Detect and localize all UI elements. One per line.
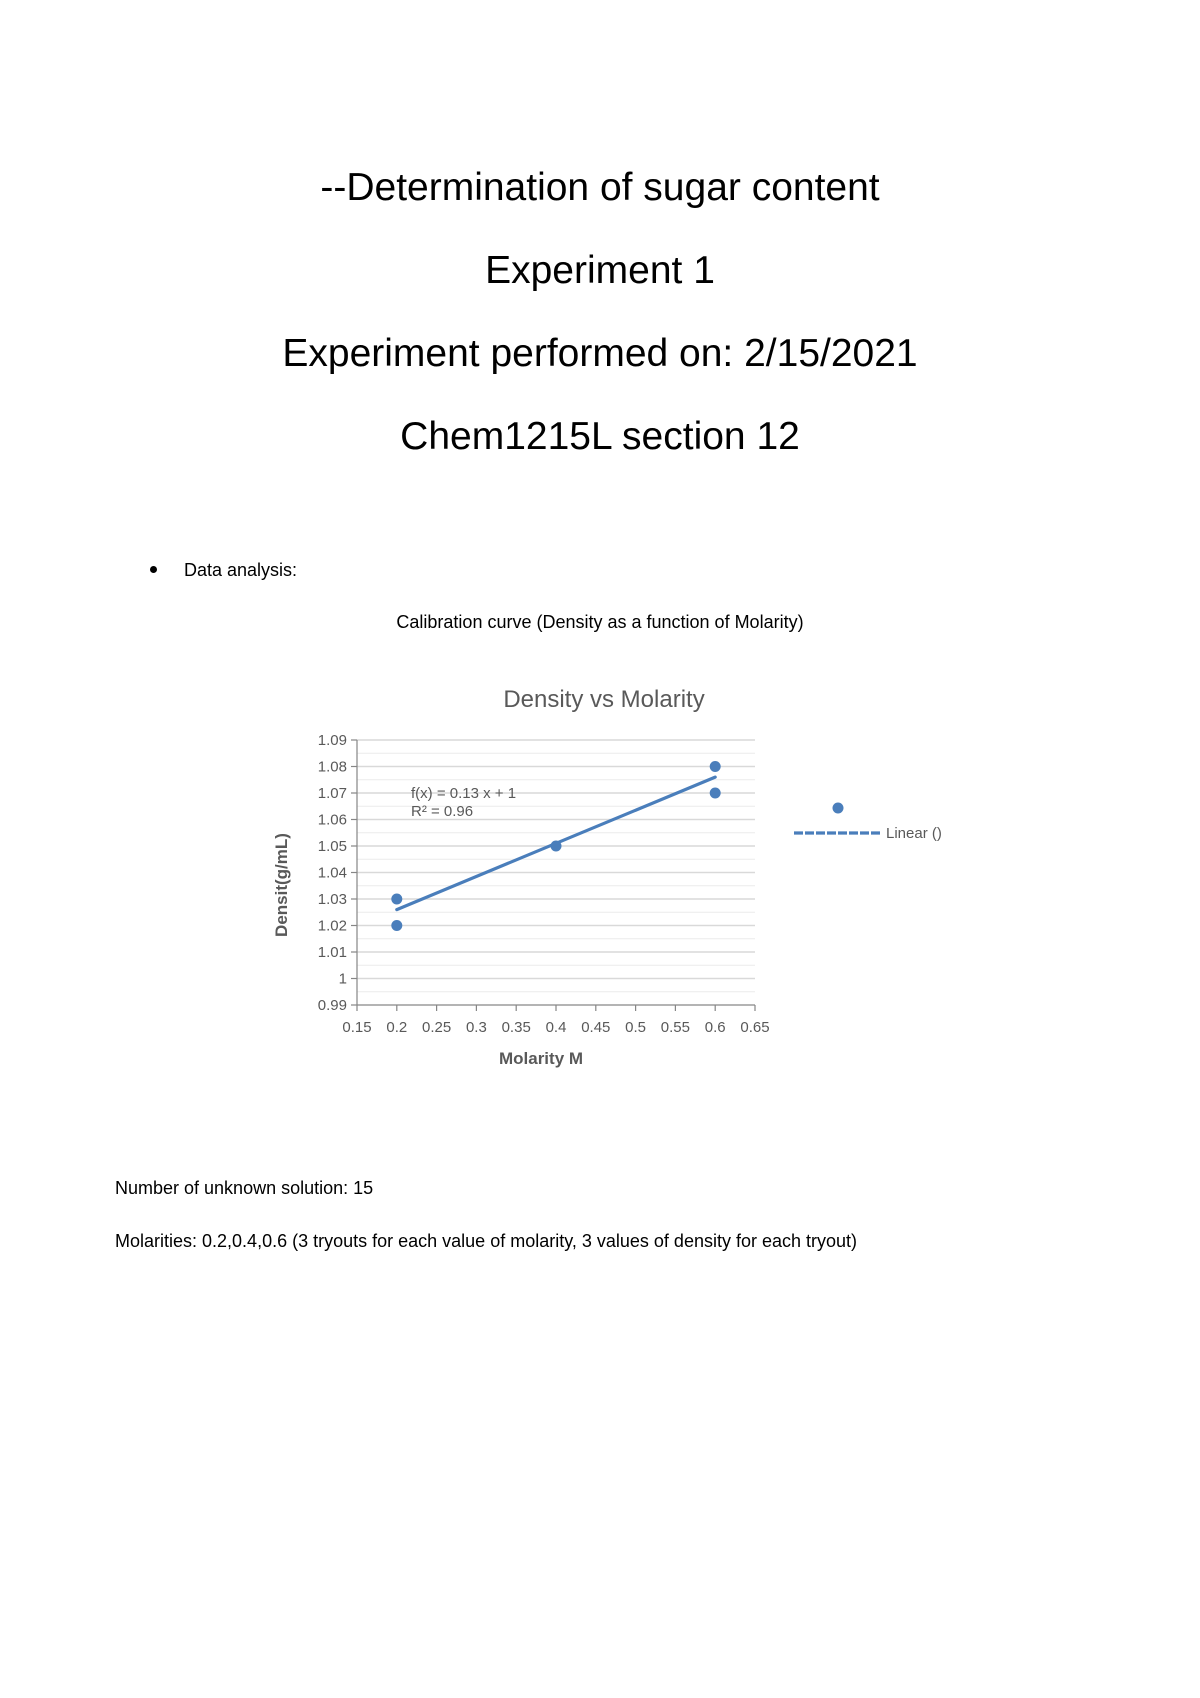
chart-axes	[351, 740, 755, 1011]
x-tick-label: 0.15	[342, 1019, 372, 1036]
x-tick-label: 0.55	[660, 1019, 691, 1036]
chart-legend	[794, 803, 942, 843]
data-point	[391, 894, 402, 905]
x-tick-label: 0.65	[740, 1019, 770, 1036]
chart-title: Density vs Molarity	[503, 686, 705, 713]
y-tick-label: 1.05	[317, 838, 347, 855]
chart-y-axis-label: Densit(g/mL)	[272, 833, 291, 937]
bullet-label: Data analysis:	[184, 560, 298, 580]
y-tick-label: 1.07	[317, 785, 347, 802]
x-tick-label: 0.3	[465, 1019, 487, 1036]
bullet-icon	[150, 566, 157, 573]
y-tick-label: 1.04	[317, 864, 347, 882]
y-tick-label: 1.01	[317, 944, 347, 961]
x-tick-label: 0.25	[421, 1019, 452, 1036]
molarities-text: Molarities: 0.2,0.4,0.6 (3 tryouts for each value of molarity, 3 values of density for each tryout)	[115, 1231, 858, 1251]
x-tick-label: 0.35	[501, 1019, 531, 1036]
course-section: Chem1215L section 12	[400, 415, 800, 458]
bullet-item-data-analysis	[150, 560, 297, 581]
document-title: --Determination of sugar content	[320, 166, 880, 209]
chart-caption: Calibration curve (Density as a function of Molarity)	[396, 612, 804, 632]
unknown-solution-text: Number of unknown solution: 15	[115, 1178, 374, 1198]
y-tick-label: 1.09	[317, 732, 347, 749]
density-vs-molarity-chart	[250, 665, 970, 1085]
x-tick-label: 0.45	[581, 1019, 611, 1036]
chart-trendline-r-squared: R² = 0.96	[411, 803, 474, 820]
y-tick-label: 1	[338, 970, 347, 988]
y-tick-label: 1.03	[317, 891, 347, 908]
y-tick-label: 1.02	[317, 917, 347, 935]
y-tick-label: 1.06	[317, 811, 347, 829]
x-tick-label: 0.6	[704, 1019, 726, 1036]
data-point	[551, 841, 562, 852]
chart-tick-labels	[318, 732, 770, 1036]
data-point	[710, 788, 721, 799]
chart-gridlines	[357, 740, 755, 992]
y-tick-label: 0.99	[317, 997, 347, 1014]
x-tick-label: 0.5	[625, 1019, 647, 1036]
document-title-block	[0, 146, 1200, 478]
legend-series-marker	[833, 803, 844, 814]
legend-trendline-label: Linear ()	[886, 825, 942, 842]
x-tick-label: 0.4	[545, 1019, 567, 1036]
chart-x-axis-label: Molarity M	[498, 1049, 584, 1068]
data-point	[710, 761, 721, 772]
experiment-date: Experiment performed on: 2/15/2021	[282, 332, 918, 375]
chart-trendline-equation: f(x) = 0.13 x + 1	[411, 785, 517, 802]
experiment-number: Experiment 1	[485, 249, 715, 292]
x-tick-label: 0.2	[386, 1019, 408, 1036]
data-point	[391, 920, 402, 931]
y-tick-label: 1.08	[317, 758, 347, 776]
